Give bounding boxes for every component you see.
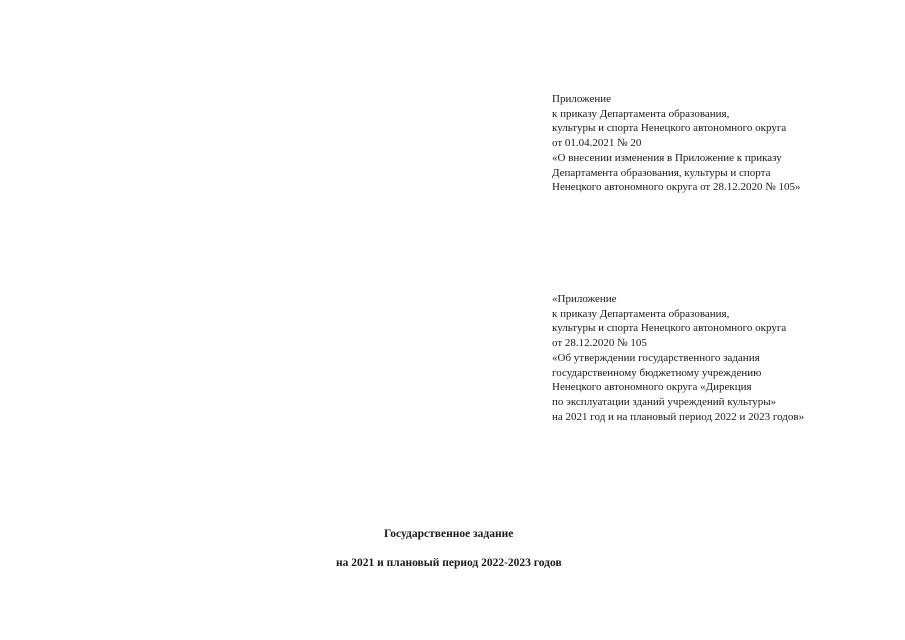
appendix-line: «Об утверждении государственного задания bbox=[552, 351, 760, 364]
appendix-line: культуры и спорта Ненецкого автономного округа bbox=[552, 322, 787, 335]
appendix-line: к приказу Департамента образования, bbox=[552, 107, 730, 120]
appendix-line: культуры и спорта Ненецкого автономного округа bbox=[552, 122, 787, 135]
document-title: Государственное задание bbox=[384, 528, 514, 540]
appendix-line: «Приложение bbox=[552, 293, 617, 305]
document-subtitle: на 2021 и плановый период 2022-2023 годов bbox=[336, 557, 562, 569]
appendix-line: от 28.12.2020 № 105 bbox=[552, 337, 647, 350]
appendix-line: по эксплуатации зданий учреждений культуры» bbox=[552, 395, 777, 408]
appendix-line: на 2021 год и на плановый период 2022 и 2023 годов» bbox=[552, 410, 805, 423]
appendix-line: Ненецкого автономного округа от 28.12.2020 № 105» bbox=[552, 181, 801, 194]
appendix-line: Ненецкого автономного округа «Дирекция bbox=[552, 381, 752, 394]
appendix-line: государственному бюджетному учреждению bbox=[552, 366, 762, 379]
appendix-header-original bbox=[552, 292, 804, 424]
appendix-line: «О внесении изменения в Приложение к приказу bbox=[552, 151, 782, 164]
appendix-line: Департамента образования, культуры и спорта bbox=[552, 166, 771, 179]
appendix-line: от 01.04.2021 № 20 bbox=[552, 137, 642, 150]
appendix-line: Приложение bbox=[552, 93, 612, 105]
appendix-line: к приказу Департамента образования, bbox=[552, 307, 730, 320]
appendix-header-current bbox=[552, 92, 800, 195]
